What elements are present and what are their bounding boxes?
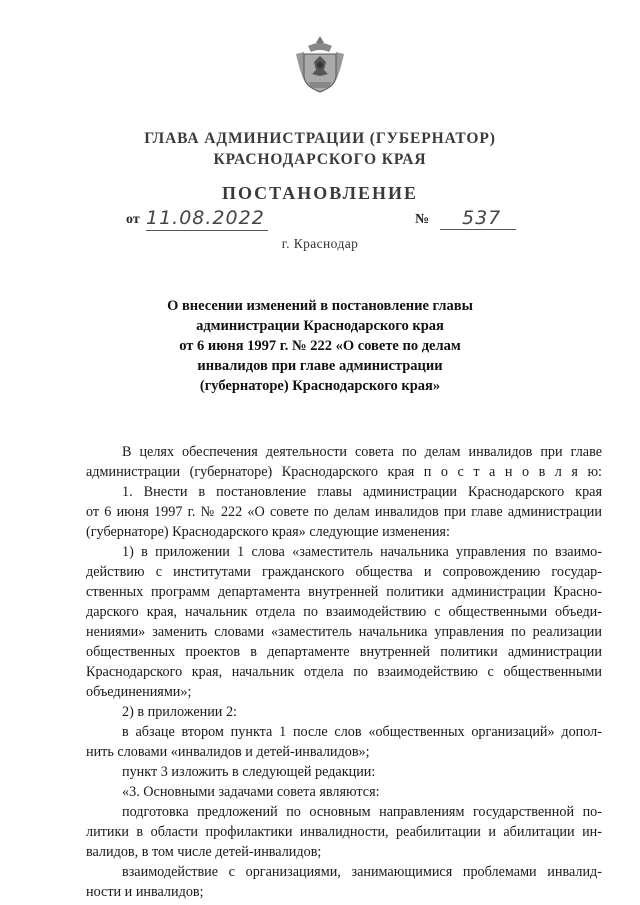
title-line: администрации Краснодарского края: [196, 318, 444, 334]
body-line: дарского края, начальник отдела по взаимодействию с общественными объеди-: [86, 604, 602, 620]
body-line: В целях обеспечения деятельности совета по делам инвалидов при главе: [122, 444, 602, 460]
document-type: ПОСТАНОВЛЕНИЕ: [221, 183, 419, 203]
body-line: (губернаторе) Краснодарского края» следующие изменения:: [86, 524, 450, 540]
document-title: [150, 296, 490, 396]
title-line: О внесении изменений в постановление главы: [167, 298, 473, 314]
number-label: №: [415, 212, 430, 227]
issuer-title-line-1: ГЛАВА АДМИНИСТРАЦИИ (ГУБЕРНАТОР): [144, 130, 496, 147]
body-line: в абзаце втором пункта 1 после слов «общественных организаций» допол-: [122, 724, 602, 740]
body-line: 1. Внести в постановление главы администрации Краснодарского края: [122, 484, 602, 500]
body-line: общественных проектов в департаменте внутренней политики администрации: [86, 644, 602, 660]
body-line: нить словами «инвалидов и детей-инвалидов»;: [86, 744, 370, 760]
body-line: «3. Основными задачами совета являются:: [122, 784, 380, 800]
body-line: объединениями»;: [86, 684, 192, 700]
body-line: администрации (губернаторе) Краснодарского края п о с т а н о в л я ю:: [86, 464, 602, 480]
date-label: от: [126, 212, 140, 227]
body-line: от 6 июня 1997 г. № 222 «О совете по делам инвалидов при главе администрации: [86, 504, 602, 520]
body-line: подготовка предложений по основным направлениям государственной по-: [122, 804, 602, 820]
body-line: 2) в приложении 2:: [122, 704, 237, 720]
date-value: 11.08.2022: [146, 206, 268, 231]
body-line: 1) в приложении 1 слова «заместитель начальника управления по взаимо-: [122, 544, 602, 560]
number-value: 537: [440, 206, 516, 230]
issuer-title-line-2: КРАСНОДАРСКОГО КРАЯ: [213, 151, 427, 168]
body-line: ности и инвалидов;: [86, 884, 204, 900]
title-line: (губернаторе) Краснодарского края»: [199, 378, 441, 394]
body-line: нениями» заменить словами «заместитель начальника управления по реализации: [86, 624, 602, 640]
body-line: действию с институтами гражданского общества и сопровождению государ-: [86, 564, 602, 580]
coat-of-arms-emblem: [286, 32, 354, 98]
body-line: валидов, в том числе детей-инвалидов;: [86, 844, 322, 860]
city-label: г. Краснодар: [281, 236, 359, 251]
body-line: взаимодействие с организациями, занимающимися проблемами инвалид-: [122, 864, 602, 880]
body-line: пункт 3 изложить в следующей редакции:: [122, 764, 376, 780]
body-line: Краснодарского края, начальник отдела по взаимодействию с общественными: [86, 664, 602, 680]
body-line: литики в области профилактики инвалидности, реабилитации и абилитации ин-: [86, 824, 602, 840]
title-line: от 6 июня 1997 г. № 222 «О совете по делам: [179, 338, 461, 354]
title-line: инвалидов при главе администрации: [197, 358, 443, 374]
body-line: ственных программ департамента внутренней политики администрации Красно-: [86, 584, 602, 600]
